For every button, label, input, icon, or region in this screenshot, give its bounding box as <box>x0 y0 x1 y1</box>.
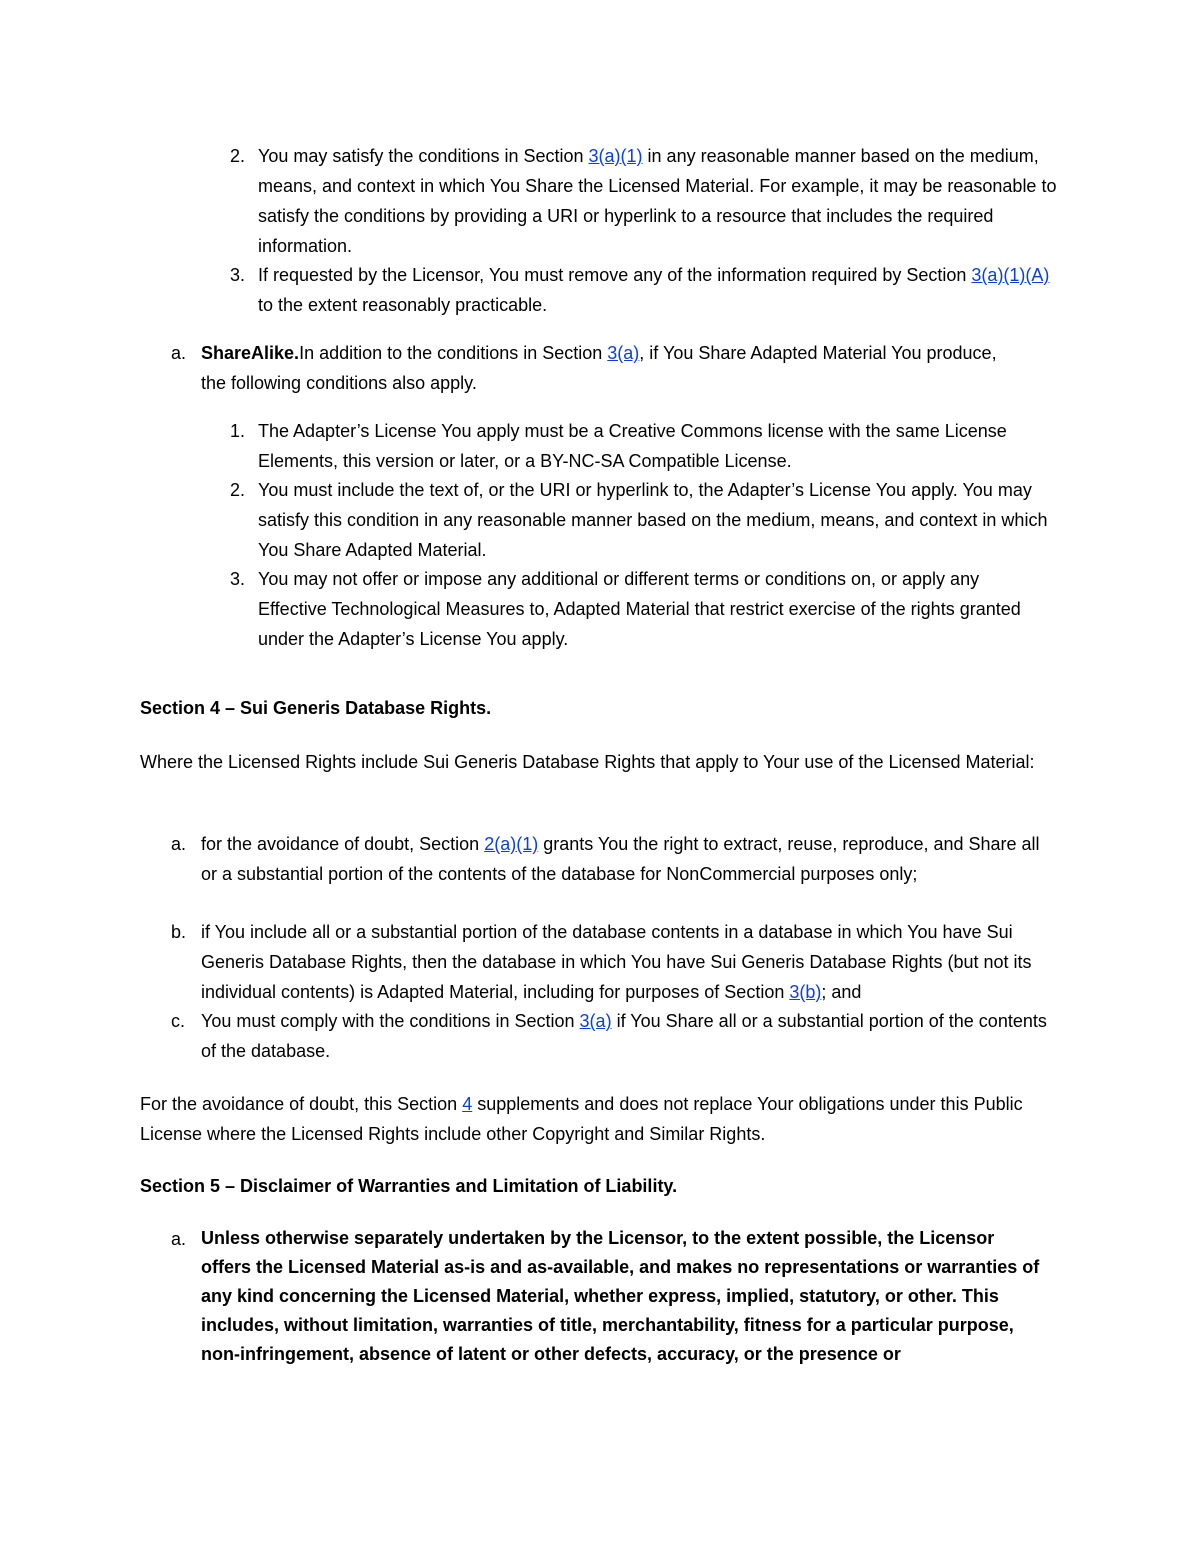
list-item-text: You may not offer or impose any additional or different terms or conditions on, or apply any Effective Technological Measures to, Adapted Material that restrict exercise of the rights granted under the Adapter’s License You apply. <box>258 569 1021 649</box>
section-link[interactable]: 4 <box>462 1094 473 1114</box>
list-item-text: You may satisfy the conditions in Section 3(a)(1) in any reasonable manner based on the medium, means, and context in which You Share the Licensed Material. For example, it may be reasonable to satisfy the conditions by providing a URI or hyperlink to a resource that includes the required information. <box>258 146 1057 256</box>
list-item-text: The Adapter’s License You apply must be a Creative Commons license with the same License Elements, this version or later, or a BY-NC-SA Compatible License. <box>258 421 1007 471</box>
list-item <box>230 475 1058 565</box>
list-marker: c. <box>171 1011 186 1031</box>
list-marker: 2. <box>230 146 246 166</box>
section-link[interactable]: 3(a) <box>579 1011 612 1031</box>
list-marker: a. <box>171 834 187 854</box>
list-item-text: for the avoidance of doubt, Section 2(a)(1) grants You the right to extract, reuse, reproduce, and Share all or a substantial portion of the contents of the database for NonCommercial purposes only; <box>201 834 1040 884</box>
list-item-text: ShareAlike.In addition to the conditions in Section 3(a), if You Share Adapted Material You produce, the following conditions also apply. <box>201 343 997 393</box>
section-link[interactable]: 3(a)(1) <box>588 146 643 166</box>
list-item <box>171 1006 1061 1066</box>
section-link[interactable]: 2(a)(1) <box>484 834 539 854</box>
list-item <box>171 829 1041 889</box>
list-marker: a. <box>171 1229 187 1249</box>
list-item-text: If requested by the Licensor, You must remove any of the information required by Section 3(a)(1)(A) to the extent reasonably practicable. <box>258 265 1050 315</box>
section-link[interactable]: 3(b) <box>789 982 822 1002</box>
list-item <box>171 338 1021 398</box>
list-item <box>230 564 1038 654</box>
list-item <box>230 416 1058 476</box>
section-link[interactable]: 3(a) <box>607 343 640 363</box>
list-marker: 3. <box>230 569 246 589</box>
list-marker: 1. <box>230 421 246 441</box>
list-marker: 2. <box>230 480 246 500</box>
term-heading: ShareAlike. <box>201 343 300 363</box>
paragraph: Where the Licensed Rights include Sui Generis Database Rights that apply to Your use of the Licensed Material: <box>140 752 1035 772</box>
section-link[interactable]: 3(a)(1)(A) <box>971 265 1050 285</box>
list-item-text: You must include the text of, or the URI or hyperlink to, the Adapter’s License You apply. You may satisfy this condition in any reasonable manner based on the medium, means, and context in which You Share Adapted Material. <box>258 480 1048 560</box>
list-item <box>171 917 1061 1007</box>
list-marker: b. <box>171 922 187 942</box>
list-item-text: if You include all or a substantial portion of the database contents in a database in which You have Sui Generis Database Rights, then the database in which You have Sui Generis Database Rights (but not its individual contents) is Adapted Material, including for purposes of Section 3(b); and <box>201 922 1032 1002</box>
paragraph: For the avoidance of doubt, this Section 4 supplements and does not replace Your obligations under this Public License where the Licensed Rights include other Copyright and Similar Rights. <box>140 1094 1023 1144</box>
list-item <box>230 141 1058 261</box>
list-item <box>171 1224 1041 1369</box>
list-item-text: Unless otherwise separately undertaken by the Licensor, to the extent possible, the Licensor offers the Licensed Material as-is and as-available, and makes no representations or warranties of any kind concerning the Licensed Material, whether express, implied, statutory, or other. This includes, without limitation, warranties of title, merchantability, fitness for a particular purpose, non-infringement, absence of latent or other defects, accuracy, or the presence or <box>201 1228 1040 1364</box>
list-marker: 3. <box>230 265 246 285</box>
section-heading: Section 5 – Disclaimer of Warranties and Limitation of Liability. <box>140 1176 678 1196</box>
list-item <box>230 260 1058 320</box>
section-heading: Section 4 – Sui Generis Database Rights. <box>140 698 492 718</box>
list-item-text: You must comply with the conditions in Section 3(a) if You Share all or a substantial portion of the contents of the database. <box>201 1011 1047 1061</box>
list-marker: a. <box>171 343 187 363</box>
